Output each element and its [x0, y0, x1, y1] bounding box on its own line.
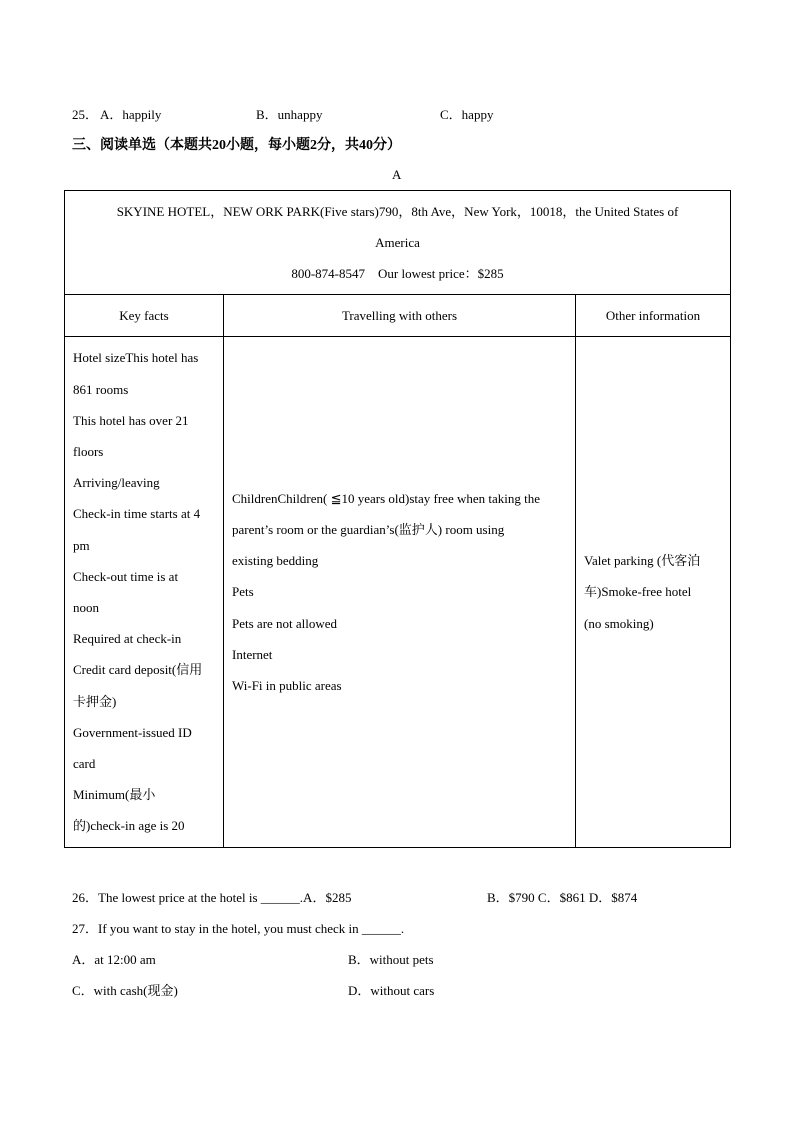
travelling-line: parent’s room or the guardian’s(监护人) room using	[232, 521, 505, 537]
section-heading: 三、阅读单选（本题共20小题，每小题2分，共40分）	[72, 138, 401, 153]
travelling-line: Wi-Fi in public areas	[232, 678, 342, 693]
key-fact-line: Check-out time is at	[73, 568, 179, 584]
question-25-number: 25．	[72, 107, 99, 122]
key-fact-line: Credit card deposit(信用	[73, 662, 203, 678]
question-25-option-c: C．happy	[440, 107, 494, 122]
hotel-header-line1: SKYINE HOTEL，NEW ORK PARK(Five stars)790，8th Ave，New York，10018，the United States of	[116, 204, 679, 219]
other-info-line: Valet parking (代客泊	[584, 553, 701, 569]
key-fact-line: 的)check-in age is 20	[73, 818, 185, 834]
column-header-key-facts: Key facts	[65, 295, 224, 337]
question-25-option-a: A．happily	[100, 107, 162, 122]
key-fact-line: Government-issued ID	[73, 724, 192, 740]
table-header-row	[65, 191, 731, 295]
other-info-line: 车)Smoke-free hotel	[584, 584, 692, 600]
question-27-option-c: C．with cash(现金)	[72, 983, 178, 998]
column-header-travelling: Travelling with others	[224, 295, 576, 337]
key-fact-line: card	[73, 756, 96, 772]
question-25-option-b: B．unhappy	[256, 107, 323, 122]
travelling-line: existing bedding	[232, 553, 319, 569]
key-fact-line: pm	[73, 537, 90, 553]
travelling-line: Pets are not allowed	[232, 615, 338, 631]
question-26-stem: 26．The lowest price at the hotel is ______.A．$285	[72, 890, 352, 905]
key-facts-cell	[65, 337, 224, 848]
travelling-line: Pets	[232, 584, 254, 600]
travelling-cell	[224, 337, 576, 848]
hotel-info-table	[64, 190, 731, 848]
question-27-option-a: A．at 12:00 am	[72, 952, 156, 967]
key-fact-line: floors	[73, 443, 104, 459]
other-info-line: (no smoking)	[584, 615, 654, 631]
table-body-row	[65, 337, 731, 848]
column-header-row	[65, 295, 731, 337]
key-fact-line: Check-in time starts at 4	[73, 506, 201, 522]
key-fact-line: 卡押金)	[73, 693, 117, 709]
key-fact-line: noon	[73, 600, 99, 615]
key-fact-line: Minimum(最小	[73, 787, 156, 803]
travelling-line: Internet	[232, 646, 273, 662]
hotel-header-cell	[65, 191, 731, 295]
other-info-cell	[576, 337, 731, 848]
key-fact-line: Required at check-in	[73, 631, 182, 647]
column-header-other-info: Other information	[576, 295, 731, 337]
question-27-stem: 27．If you want to stay in the hotel, you must check in ______.	[72, 921, 405, 936]
question-27-option-b: B．without pets	[348, 952, 434, 967]
travelling-line: ChildrenChildren( ≦10 years old)stay free when taking the	[232, 490, 541, 506]
key-fact-line: Hotel sizeThis hotel has	[73, 350, 199, 366]
passage-label: A	[392, 167, 402, 182]
hotel-header-line3: 800-874-8547 Our lowest price：$285	[291, 266, 504, 281]
question-26-options: B．$790 C．$861 D．$874	[487, 890, 638, 905]
question-27-option-d: D．without cars	[348, 983, 435, 998]
key-fact-line: This hotel has over 21	[73, 412, 189, 428]
hotel-header-line2: America	[375, 235, 420, 250]
key-fact-line: 861 rooms	[73, 381, 129, 397]
key-fact-line: Arriving/leaving	[73, 475, 160, 491]
